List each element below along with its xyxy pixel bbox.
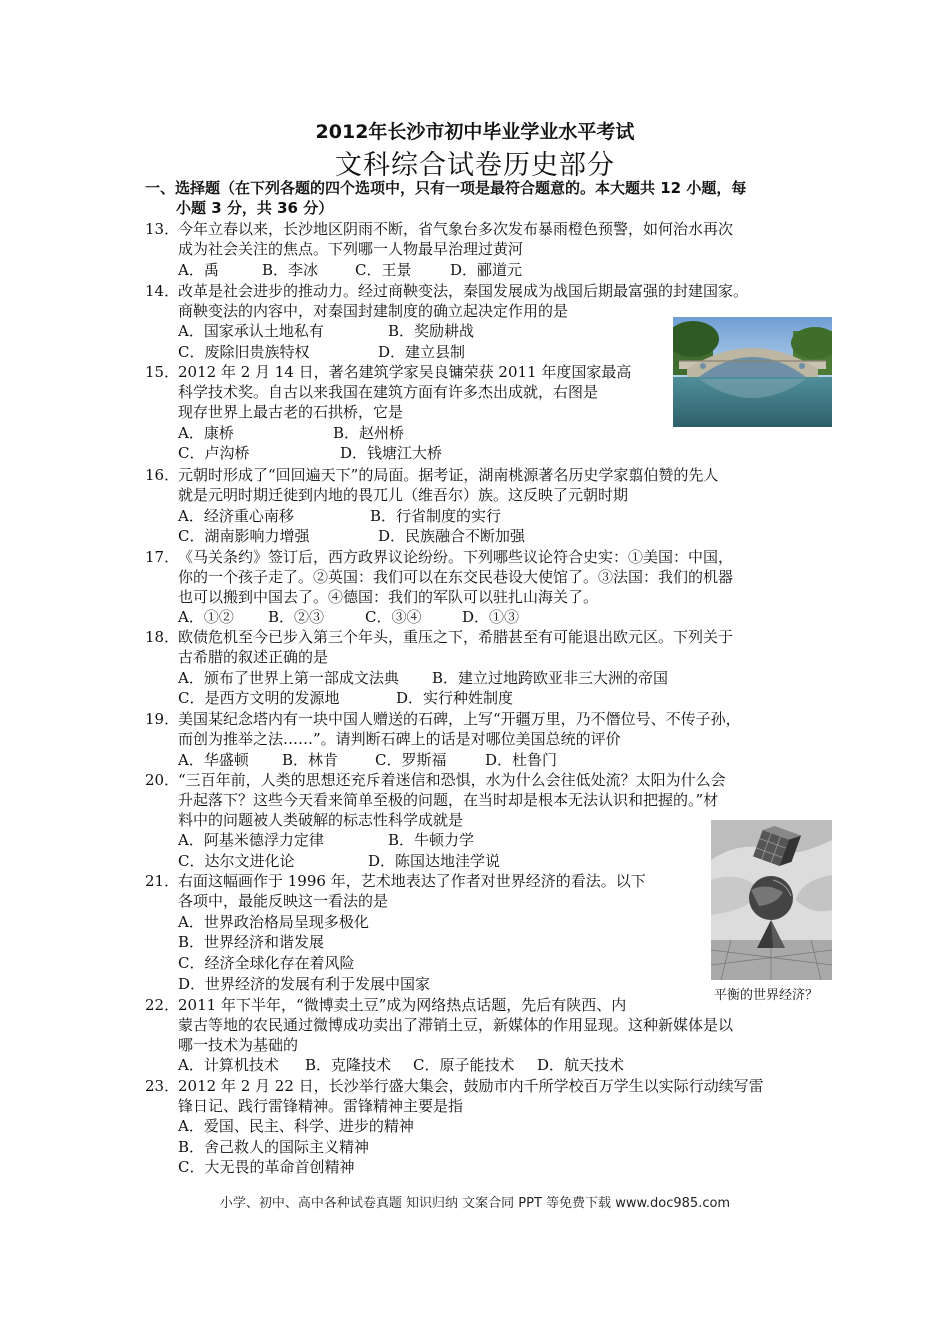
q14-option-d: D．建立县制 bbox=[378, 343, 466, 361]
q15-option-b: B．赵州桥 bbox=[333, 424, 405, 442]
q18-stem-1: 欧债危机至今已步入第三个年头，重压之下，希腊甚至有可能退出欧元区。下列关于 bbox=[178, 628, 734, 646]
q13-stem-1: 今年立春以来，长沙地区阴雨不断，省气象台多次发布暴雨橙色预警，如何治水再次 bbox=[178, 220, 734, 238]
q22-option-a: A．计算机技术 bbox=[178, 1056, 279, 1074]
stone-bridge-photo bbox=[673, 317, 832, 427]
q22-option-d: D．航天技术 bbox=[537, 1056, 625, 1074]
q18-option-a: A．颁布了世界上第一部成文法典 bbox=[178, 669, 399, 687]
q15-stem-2: 科学技术奖。自古以来我国在建筑方面有许多杰出成就，右图是 bbox=[178, 383, 599, 401]
q17-stem-3: 也可以搬到中国去了。④德国：我们的军队可以驻扎山海关了。 bbox=[178, 588, 599, 606]
q20-option-c: C．达尔文进化论 bbox=[178, 852, 295, 870]
q22-stem-2: 蒙古等地的农民通过微博成功卖出了滞销土豆，新媒体的作用显现。这种新媒体是以 bbox=[178, 1016, 734, 1034]
q22-stem-3: 哪一技术为基础的 bbox=[178, 1036, 299, 1054]
q21-option-b: B．世界经济和谐发展 bbox=[178, 933, 325, 951]
q19-option-a: A．华盛顿 bbox=[178, 751, 249, 769]
q21-stem-2: 各项中，最能反映这一看法的是 bbox=[178, 892, 389, 910]
q15-stem-3: 现存世界上最古老的石拱桥，它是 bbox=[178, 403, 404, 421]
q22-option-c: C．原子能技术 bbox=[413, 1056, 515, 1074]
q15-number: 15． bbox=[145, 363, 180, 381]
q14-option-a: A．国家承认土地私有 bbox=[178, 322, 324, 340]
q17-stem-1: 《马关条约》签订后，西方政界议论纷纷。下列哪些议论符合史实：①美国：中国， bbox=[178, 548, 734, 566]
q13-option-c: C．王景 bbox=[355, 261, 412, 279]
q16-option-a: A．经济重心南移 bbox=[178, 507, 294, 525]
q14-number: 14． bbox=[145, 282, 180, 300]
q22-option-b: B．克隆技术 bbox=[305, 1056, 392, 1074]
q16-option-c: C．湖南影响力增强 bbox=[178, 527, 310, 545]
q14-option-c: C．废除旧贵族特权 bbox=[178, 343, 310, 361]
q18-option-d: D．实行种姓制度 bbox=[396, 689, 514, 707]
q13-option-b: B．李冰 bbox=[262, 261, 319, 279]
q15-option-c: C．卢沟桥 bbox=[178, 444, 250, 462]
q17-option-a: A．①② bbox=[178, 608, 234, 626]
q13-stem-2: 成为社会关注的焦点。下列哪一人物最早治理过黄河 bbox=[178, 240, 524, 258]
q17-option-d: D．①③ bbox=[462, 608, 520, 626]
q21-option-c: C．经济全球化存在着风险 bbox=[178, 954, 355, 972]
q18-option-b: B．建立过地跨欧亚非三大洲的帝国 bbox=[432, 669, 669, 687]
balanced-economy-illustration bbox=[711, 820, 832, 980]
q17-option-b: B．②③ bbox=[268, 608, 325, 626]
q14-stem-2: 商鞅变法的内容中，对秦国封建制度的确立起决定作用的是 bbox=[178, 302, 569, 320]
q13-option-a: A．禹 bbox=[178, 261, 219, 279]
section-heading: 一、选择题（在下列各题的四个选项中，只有一项是最符合题意的。本大题共 12 小题，每 bbox=[145, 179, 747, 197]
q22-number: 22． bbox=[145, 996, 180, 1014]
q14-stem-1: 改革是社会进步的推动力。经过商鞅变法，秦国发展成为战国后期最富强的封建国家。 bbox=[178, 282, 749, 300]
q18-number: 18． bbox=[145, 628, 180, 646]
exam-subtitle: 文科综合试卷历史部分 bbox=[335, 150, 615, 181]
q15-stem-1: 2012 年 2 月 14 日，著名建筑学家吴良镛荣获 2011 年度国家最高 bbox=[178, 363, 632, 381]
q13-option-d: D．郦道元 bbox=[450, 261, 523, 279]
section-heading-cont: 小题 3 分，共 36 分） bbox=[176, 199, 334, 217]
q21-stem-1: 右面这幅画作于 1996 年，艺术地表达了作者对世界经济的看法。以下 bbox=[178, 872, 646, 890]
q16-number: 16． bbox=[145, 466, 180, 484]
q20-stem-1: “三百年前，人类的思想还充斥着迷信和恐惧，水为什么会往低处流？太阳为什么会 bbox=[178, 771, 726, 789]
q15-option-d: D．钱塘江大桥 bbox=[340, 444, 443, 462]
q17-option-c: C．③④ bbox=[365, 608, 422, 626]
q19-option-d: D．杜鲁门 bbox=[485, 751, 558, 769]
q19-option-c: C．罗斯福 bbox=[375, 751, 447, 769]
q21-option-a: A．世界政治格局呈现多极化 bbox=[178, 913, 369, 931]
q20-option-b: B．牛顿力学 bbox=[388, 831, 475, 849]
exam-title: 2012年长沙市初中毕业学业水平考试 bbox=[315, 121, 635, 143]
q19-stem-1: 美国某纪念塔内有一块中国人赠送的石碑，上写“开疆万里，乃不僭位号、不传子孙， bbox=[178, 710, 741, 728]
q23-option-a: A．爱国、民主、科学、进步的精神 bbox=[178, 1117, 414, 1135]
q21-number: 21． bbox=[145, 872, 180, 890]
q16-option-b: B．行省制度的实行 bbox=[370, 507, 502, 525]
q16-stem-2: 就是元明时期迁徙到内地的畏兀儿（维吾尔）族。这反映了元朝时期 bbox=[178, 486, 629, 504]
q19-option-b: B．林肯 bbox=[282, 751, 339, 769]
q16-stem-1: 元朝时形成了“回回遍天下”的局面。据考证，湖南桃源著名历史学家翦伯赞的先人 bbox=[178, 466, 719, 484]
q23-option-c: C．大无畏的革命首创精神 bbox=[178, 1158, 355, 1176]
q21-option-d: D．世界经济的发展有利于发展中国家 bbox=[178, 975, 431, 993]
q19-number: 19． bbox=[145, 710, 180, 728]
q18-option-c: C．是西方文明的发源地 bbox=[178, 689, 340, 707]
q23-option-b: B．舍己救人的国际主义精神 bbox=[178, 1138, 370, 1156]
q15-option-a: A．康桥 bbox=[178, 424, 234, 442]
q13-number: 13． bbox=[145, 220, 180, 238]
q23-stem-2: 锋日记、践行雷锋精神。雷锋精神主要是指 bbox=[178, 1097, 464, 1115]
illustration-caption: 平衡的世界经济？ bbox=[714, 988, 819, 1003]
q23-stem-1: 2012 年 2 月 22 日，长沙举行盛大集会，鼓励市内千所学校百万学生以实际行动续写雷 bbox=[178, 1077, 764, 1095]
q20-option-d: D．陈国达地洼学说 bbox=[368, 852, 501, 870]
q17-stem-2: 你的一个孩子走了。②英国：我们可以在东交民巷设大使馆了。③法国：我们的机器 bbox=[178, 568, 734, 586]
page-footer: 小学、初中、高中各种试卷真题 知识归纳 文案合同 PPT 等免费下载 www.doc985.com bbox=[219, 1196, 731, 1211]
q14-option-b: B．奖励耕战 bbox=[388, 322, 475, 340]
q22-stem-1: 2011 年下半年，“微博卖土豆”成为网络热点话题，先后有陕西、内 bbox=[178, 996, 627, 1014]
q18-stem-2: 古希腊的叙述正确的是 bbox=[178, 648, 329, 666]
q20-option-a: A．阿基米德浮力定律 bbox=[178, 831, 324, 849]
q19-stem-2: 而创为推举之法……”。请判断石碑上的话是对哪位美国总统的评价 bbox=[178, 730, 621, 748]
q20-stem-3: 料中的问题被人类破解的标志性科学成就是 bbox=[178, 811, 464, 829]
q20-stem-2: 升起落下？这些今天看来简单至极的问题，在当时却是根本无法认识和把握的。”材 bbox=[178, 791, 719, 809]
q20-number: 20． bbox=[145, 771, 180, 789]
q16-option-d: D．民族融合不断加强 bbox=[378, 527, 526, 545]
q23-number: 23． bbox=[145, 1077, 180, 1095]
q17-number: 17． bbox=[145, 548, 180, 566]
